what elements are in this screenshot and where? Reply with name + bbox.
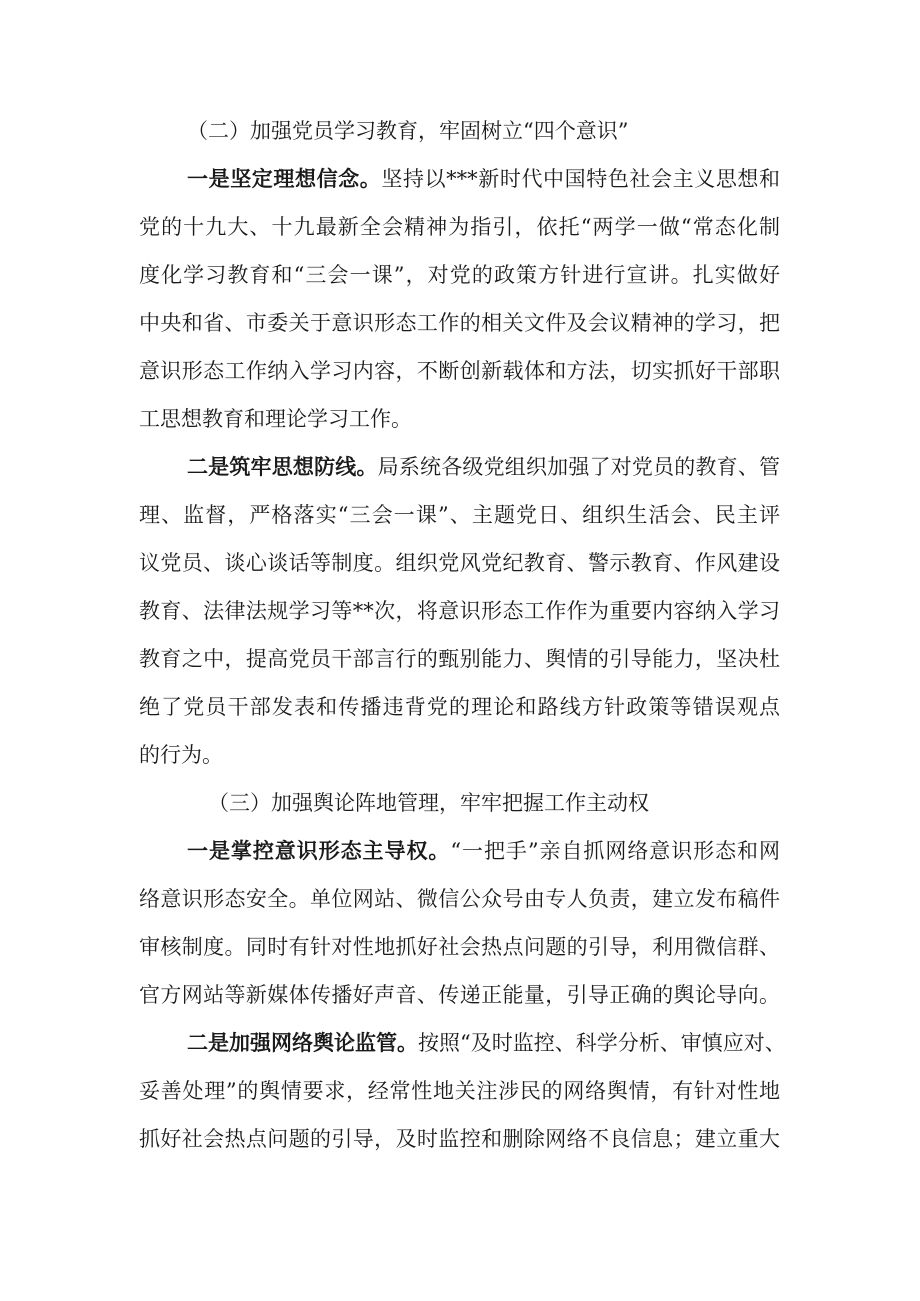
paragraph-line: 中央和省、市委关于意识形态工作的相关文件及会议精神的学习，把 [139, 311, 780, 335]
paragraph-text: 坚持以***新时代中国特色社会主义思想和 [381, 167, 781, 191]
paragraph-line: 绝了党员干部发表和传播违背党的理论和路线方针政策等错误观点 [139, 695, 780, 719]
paragraph-line: 党的十九大、十九最新全会精神为指引，依托“两学一做“常态化制 [139, 215, 780, 239]
paragraph-line [187, 836, 780, 866]
paragraph-line [187, 452, 780, 482]
paragraph-line: 妥善处理”的舆情要求，经常性地关注涉民的网络舆情，有针对性地 [139, 1079, 780, 1103]
paragraph-line: 工思想教育和理论学习工作。 [139, 407, 412, 431]
paragraph-line: 教育、法律法规学习等**次，将意识形态工作作为重要内容纳入学习 [139, 599, 780, 623]
section-heading-2: （二）加强党员学习教育，牢固树立“四个意识” [187, 119, 629, 143]
paragraph-line [187, 1028, 786, 1058]
paragraph-line: 理、监督，严格落实“三会一课”、主题党日、组织生活会、民主评 [139, 503, 780, 527]
paragraph-text: “一把手”亲自抓网络意识形态和网 [450, 839, 780, 863]
paragraph-line: 抓好社会热点问题的引导，及时监控和删除网络不良信息；建立重大 [139, 1127, 780, 1151]
paragraph-lead: 一是坚定理想信念。 [187, 166, 382, 191]
paragraph-text: 按照“及时监控、科学分析、审慎应对、 [418, 1031, 786, 1055]
paragraph-line: 度化学习教育和“三会一课”，对党的政策方针进行宣讲。扎实做好 [139, 263, 780, 287]
paragraph-line: 审核制度。同时有针对性地抓好社会热点问题的引导，利用微信群、 [139, 935, 780, 959]
paragraph-text: 局系统各级党组织加强了对党员的教育、管 [377, 455, 781, 479]
paragraph-line: 教育之中，提高党员干部言行的甄别能力、舆情的引导能力，坚决杜 [139, 647, 780, 671]
paragraph-line: 官方网站等新媒体传播好声音、传递正能量，引导正确的舆论导向。 [139, 983, 780, 1007]
paragraph-line: 议党员、谈心谈话等制度。组织党风党纪教育、警示教育、作风建设 [139, 551, 780, 575]
paragraph-line: 的行为。 [139, 743, 223, 767]
paragraph-lead: 二是筑牢思想防线。 [187, 454, 378, 479]
paragraph-line [187, 164, 780, 194]
paragraph-lead: 二是加强网络舆论监管。 [187, 1030, 418, 1055]
paragraph-line: 意识形态工作纳入学习内容，不断创新载体和方法，切实抓好干部职 [139, 359, 780, 383]
section-heading-3: （三）加强舆论阵地管理，牢牢把握工作主动权 [208, 791, 649, 815]
paragraph-line: 络意识形态安全。单位网站、微信公众号由专人负责，建立发布稿件 [139, 887, 780, 911]
paragraph-lead: 一是掌控意识形态主导权。 [187, 838, 451, 863]
